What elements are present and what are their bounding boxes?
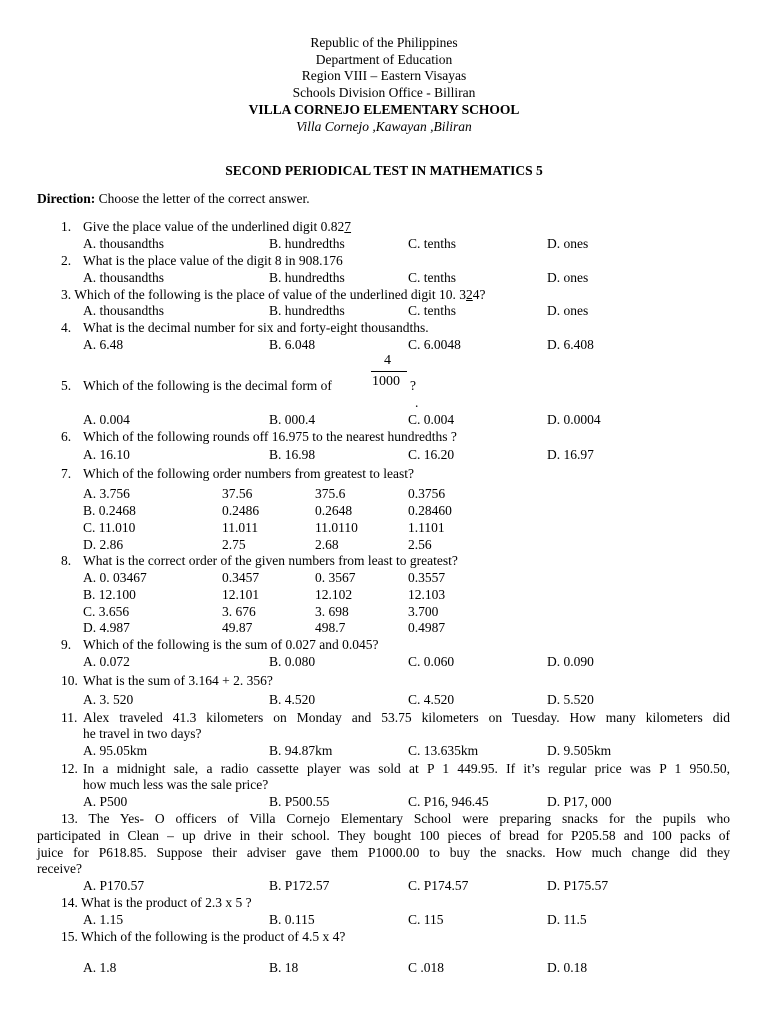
q8-text: What is the correct order of the given numbers from least to greatest? [83,553,458,568]
q13-choice-a: A. P170.57 [83,878,145,893]
q7-row-d-col1: D. 2.86 [83,537,124,552]
q15-choice-a: A. 1.8 [83,960,117,975]
q1-underlined-digit: 7 [344,219,352,234]
q8-number: 8. [61,553,72,568]
q15-choice-b: B. 18 [269,960,299,975]
q7-row-a-col1: A. 3.756 [83,486,130,501]
q8-row-c-col2: 3. 676 [222,604,256,619]
q9-number: 9. [61,637,72,652]
q15-text: 15. Which of the following is the product of 4.5 x 4? [61,929,346,944]
q9-choice-c: C. 0.060 [408,654,455,669]
q8-row-d-col4: 0.4987 [408,620,446,635]
q1-number: 1. [61,219,72,234]
q1-choice-b: B. hundredths [269,236,345,251]
q7-text: Which of the following order numbers from greatest to least? [83,466,415,481]
q13-choice-c: C. P174.57 [408,878,469,893]
q8-row-a-col4: 0.3557 [408,570,446,585]
q10-text: What is the sum of 3.164 + 2. 356? [83,673,273,688]
q5-number: 5. [61,378,72,393]
q7-row-c-col1: C. 11.010 [83,520,136,535]
q11-number: 11. [61,710,78,725]
direction [37,191,310,207]
q11-text-line2: he travel in two days? [83,726,202,741]
q2-choice-c: C. tenths [408,270,457,285]
q4-choice-c: C. 6.0048 [408,337,461,352]
q6-choice-b: B. 16.98 [269,447,316,462]
q6-text: Which of the following rounds off 16.975 to the nearest hundredths ? [83,429,457,444]
q5-choice-c: C. 0.004 [408,412,455,427]
q13-choice-b: B. P172.57 [269,878,330,893]
q10-number: 10. [61,673,78,688]
q8-row-a-col1: A. 0. 03467 [83,570,147,585]
q8-row-a-col2: 0.3457 [222,570,260,585]
q3-underlined-digit: 2 [466,287,473,302]
q2-number: 2. [61,253,72,268]
q9-choice-b: B. 0.080 [269,654,316,669]
q4-number: 4. [61,320,72,335]
q8-row-b-col4: 12.103 [408,587,446,602]
q7-row-a-col2: 37.56 [222,486,253,501]
q7-row-b-col3: 0.2648 [315,503,353,518]
q12-text-line1: In a midnight sale, a radio cassette player was sold at P 1 449.95. If it’s regular price was P 1 950.50, [83,761,730,776]
q5-text: Which of the following is the decimal form of [83,378,332,393]
q11-choice-c: C. 13.635km [408,743,479,758]
q12-number: 12. [61,761,78,776]
q5-question-mark: ? [410,378,416,393]
q8-row-b-col1: B. 12.100 [83,587,136,602]
q6-choice-c: C. 16.20 [408,447,455,462]
header-department: Department of Education [315,52,453,67]
q4-text: What is the decimal number for six and forty-eight thousandths. [83,320,429,335]
q5-choice-d: D. 0.0004 [547,412,601,427]
test-title: SECOND PERIODICAL TEST IN MATHEMATICS 5 [225,163,543,178]
q10-choice-a: A. 3. 520 [83,692,134,707]
q5-fraction-bar [371,371,407,372]
q12-choice-c: C. P16, 946.45 [408,794,489,809]
q8-row-b-col3: 12.102 [315,587,353,602]
q14-choice-b: B. 0.115 [269,912,315,927]
q13-text-line3: juice for P618.85. Suppose their adviser gave them P1000.00 to buy the snacks. How much change did they [37,845,730,860]
q8-row-c-col3: 3. 698 [315,604,349,619]
q7-row-b-col4: 0.28460 [408,503,452,518]
q2-text: What is the place value of the digit 8 in 908.176 [83,253,343,268]
q9-choice-a: A. 0.072 [83,654,130,669]
q4-choice-d: D. 6.408 [547,337,594,352]
q8-row-d-col2: 49.87 [222,620,253,635]
q3-text: 3. Which of the following is the place of value of the underlined digit 10. 324? [61,287,486,302]
q4-choice-a: A. 6.48 [83,337,124,352]
q2-choice-b: B. hundredths [269,270,345,285]
q11-text-line1: Alex traveled 41.3 kilometers on Monday and 53.75 kilometers on Tuesday. How many kilometers did [83,710,730,725]
q10-choice-d: D. 5.520 [547,692,594,707]
q4-choice-b: B. 6.048 [269,337,316,352]
q10-choice-b: B. 4.520 [269,692,316,707]
q9-text: Which of the following is the sum of 0.027 and 0.045? [83,637,379,652]
q8-row-d-col3: 498.7 [315,620,346,635]
q6-choice-d: D. 16.97 [547,447,594,462]
q1-choice-a: A. thousandths [83,236,164,251]
direction-label: Direction: [37,191,96,206]
q15-choice-d: D. 0.18 [547,960,588,975]
q9-choice-d: D. 0.090 [547,654,594,669]
q5-fraction-denominator: 1000 [372,374,400,389]
q5-stray-dot: . [415,395,419,410]
q3-choice-b: B. hundredths [269,303,345,318]
q11-choice-d: D. 9.505km [547,743,612,758]
q6-number: 6. [61,429,72,444]
q8-row-a-col3: 0. 3567 [315,570,356,585]
q11-choice-b: B. 94.87km [269,743,333,758]
q7-row-d-col4: 2.56 [408,537,432,552]
q3-choice-c: C. tenths [408,303,457,318]
q14-choice-d: D. 11.5 [547,912,587,927]
school-name: VILLA CORNEJO ELEMENTARY SCHOOL [248,102,520,117]
q1-choice-c: C. tenths [408,236,457,251]
q7-row-a-col4: 0.3756 [408,486,446,501]
q11-choice-a: A. 95.05km [83,743,148,758]
q13-text-line4: receive? [37,861,82,876]
q7-row-a-col3: 375.6 [315,486,346,501]
q14-choice-a: A. 1.15 [83,912,124,927]
q3-choice-d: D. ones [547,303,589,318]
q5-fraction-numerator: 4 [384,353,391,368]
q7-row-d-col2: 2.75 [222,537,246,552]
q1-text: Give the place value of the underlined digit 0.827 [83,219,352,234]
q2-choice-d: D. ones [547,270,589,285]
q3-choice-a: A. thousandths [83,303,164,318]
q7-row-c-col3: 11.0110 [315,520,358,535]
q5-choice-b: B. 000.4 [269,412,316,427]
q14-text: 14. What is the product of 2.3 x 5 ? [61,895,252,910]
q14-choice-c: C. 115 [408,912,444,927]
q7-row-c-col4: 1.1101 [408,520,445,535]
direction-text: Choose the letter of the correct answer. [95,191,310,206]
q8-row-c-col4: 3.700 [408,604,439,619]
q12-choice-d: D. P17, 000 [547,794,612,809]
q7-row-c-col2: 11.011 [222,520,259,535]
header-division: Schools Division Office - Billiran [292,85,476,100]
q12-choice-a: A. P500 [83,794,128,809]
q13-text-line2: participated in Clean – up drive in their school. They bought 100 pieces of bread for P205.58 and 100 packs of [37,828,730,843]
q12-text-line2: how much less was the sale price? [83,777,269,792]
q6-choice-a: A. 16.10 [83,447,130,462]
q13-choice-d: D. P175.57 [547,878,609,893]
q5-choice-a: A. 0.004 [83,412,130,427]
header-region: Region VIII – Eastern Visayas [301,68,467,83]
q13-text-line1: 13. The Yes- O officers of Villa Cornejo Elementary School were preparing snacks for the pupils who [61,811,730,826]
q7-row-d-col3: 2.68 [315,537,339,552]
q7-number: 7. [61,466,72,481]
q8-row-c-col1: C. 3.656 [83,604,130,619]
q8-row-b-col2: 12.101 [222,587,260,602]
q15-choice-c: C .018 [408,960,445,975]
q7-row-b-col2: 0.2486 [222,503,260,518]
header-republic: Republic of the Philippines [310,35,458,50]
q7-row-b-col1: B. 0.2468 [83,503,136,518]
q12-choice-b: B. P500.55 [269,794,330,809]
q8-row-d-col1: D. 4.987 [83,620,130,635]
q10-choice-c: C. 4.520 [408,692,455,707]
q2-choice-a: A. thousandths [83,270,164,285]
q1-choice-d: D. ones [547,236,589,251]
school-address: Villa Cornejo ,Kawayan ,Biliran [296,119,472,134]
